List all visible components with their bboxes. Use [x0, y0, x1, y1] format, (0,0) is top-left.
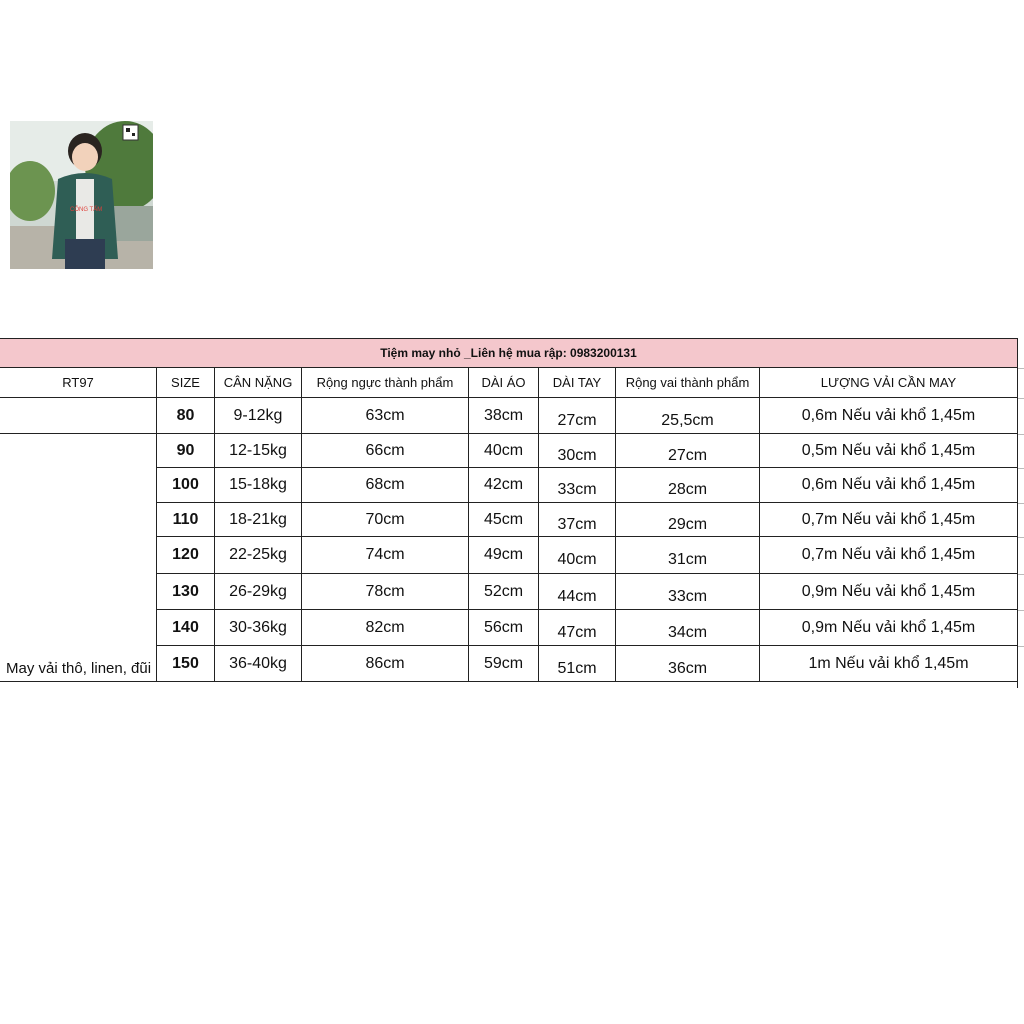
sleeve-value: 33cm [539, 468, 616, 503]
sleeve-value: 47cm [539, 610, 616, 646]
size-value: 120 [157, 537, 215, 574]
chest-value: 86cm [302, 646, 469, 682]
weight-value: 9-12kg [215, 398, 302, 434]
shoulder-value: 29cm [616, 503, 760, 537]
header-size: SIZE [157, 368, 215, 398]
shoulder-value: 31cm [616, 537, 760, 574]
sleeve-value: 37cm [539, 503, 616, 537]
product-photo [10, 121, 153, 269]
size-value: 90 [157, 434, 215, 468]
chest-value: 63cm [302, 398, 469, 434]
gridline [1018, 434, 1024, 435]
header-chest-width: Rộng ngực thành phẩm [302, 368, 469, 398]
chest-value: 70cm [302, 503, 469, 537]
weight-value: 26-29kg [215, 574, 302, 610]
size-value: 150 [157, 646, 215, 682]
gridline [1018, 574, 1024, 575]
gridline [1018, 368, 1024, 369]
header-shoulder-width: Rộng vai thành phẩm [616, 368, 760, 398]
length-value: 40cm [469, 434, 539, 468]
svg-text:CÔNG TẤM: CÔNG TẤM [70, 207, 103, 213]
size-value: 110 [157, 503, 215, 537]
shoulder-value: 28cm [616, 468, 760, 503]
weight-value: 30-36kg [215, 610, 302, 646]
gridline [1018, 537, 1024, 538]
gridline [1018, 610, 1024, 611]
shoulder-value: 33cm [616, 574, 760, 610]
header-sleeve-length: DÀI TAY [539, 368, 616, 398]
length-value: 56cm [469, 610, 539, 646]
chest-value: 68cm [302, 468, 469, 503]
table-right-edge [1017, 338, 1018, 688]
blank-cell [0, 398, 157, 434]
size-value: 100 [157, 468, 215, 503]
size-value: 140 [157, 610, 215, 646]
gridline [1018, 646, 1024, 647]
size-value: 130 [157, 574, 215, 610]
length-value: 38cm [469, 398, 539, 434]
chest-value: 66cm [302, 434, 469, 468]
weight-value: 18-21kg [215, 503, 302, 537]
sleeve-value: 51cm [539, 646, 616, 682]
sleeve-value: 40cm [539, 537, 616, 574]
length-value: 42cm [469, 468, 539, 503]
gridline [1018, 503, 1024, 504]
chest-value: 82cm [302, 610, 469, 646]
fabric-value: 0,7m Nếu vải khổ 1,45m [760, 503, 1018, 537]
header-shirt-length: DÀI ÁO [469, 368, 539, 398]
fabric-note: May vải thô, linen, đũi [0, 434, 157, 682]
weight-value: 12-15kg [215, 434, 302, 468]
weight-value: 36-40kg [215, 646, 302, 682]
fabric-value: 0,6m Nếu vải khổ 1,45m [760, 468, 1018, 503]
length-value: 45cm [469, 503, 539, 537]
fabric-value: 0,9m Nếu vải khổ 1,45m [760, 610, 1018, 646]
sleeve-value: 30cm [539, 434, 616, 468]
gridline [1018, 468, 1024, 469]
table-title: Tiệm may nhỏ _Liên hệ mua rập: 0983200131 [0, 338, 1018, 368]
fabric-value: 0,9m Nếu vải khổ 1,45m [760, 574, 1018, 610]
shoulder-value: 25,5cm [616, 398, 760, 434]
chest-value: 74cm [302, 537, 469, 574]
fabric-value: 0,7m Nếu vải khổ 1,45m [760, 537, 1018, 574]
header-rt97: RT97 [0, 368, 157, 398]
length-value: 49cm [469, 537, 539, 574]
weight-value: 22-25kg [215, 537, 302, 574]
shoulder-value: 27cm [616, 434, 760, 468]
child-in-shirt-photo [10, 121, 153, 269]
size-value: 80 [157, 398, 215, 434]
sleeve-value: 27cm [539, 398, 616, 434]
weight-value: 15-18kg [215, 468, 302, 503]
fabric-value: 1m Nếu vải khổ 1,45m [760, 646, 1018, 682]
size-chart-table [0, 338, 1024, 688]
length-value: 52cm [469, 574, 539, 610]
header-fabric-amount: LƯỢNG VẢI CẦN MAY [760, 368, 1018, 398]
header-weight: CÂN NẶNG [215, 368, 302, 398]
gridline [1018, 398, 1024, 399]
fabric-value: 0,6m Nếu vải khổ 1,45m [760, 398, 1018, 434]
chest-value: 78cm [302, 574, 469, 610]
fabric-value: 0,5m Nếu vải khổ 1,45m [760, 434, 1018, 468]
shoulder-value: 34cm [616, 610, 760, 646]
shoulder-value: 36cm [616, 646, 760, 682]
sleeve-value: 44cm [539, 574, 616, 610]
length-value: 59cm [469, 646, 539, 682]
